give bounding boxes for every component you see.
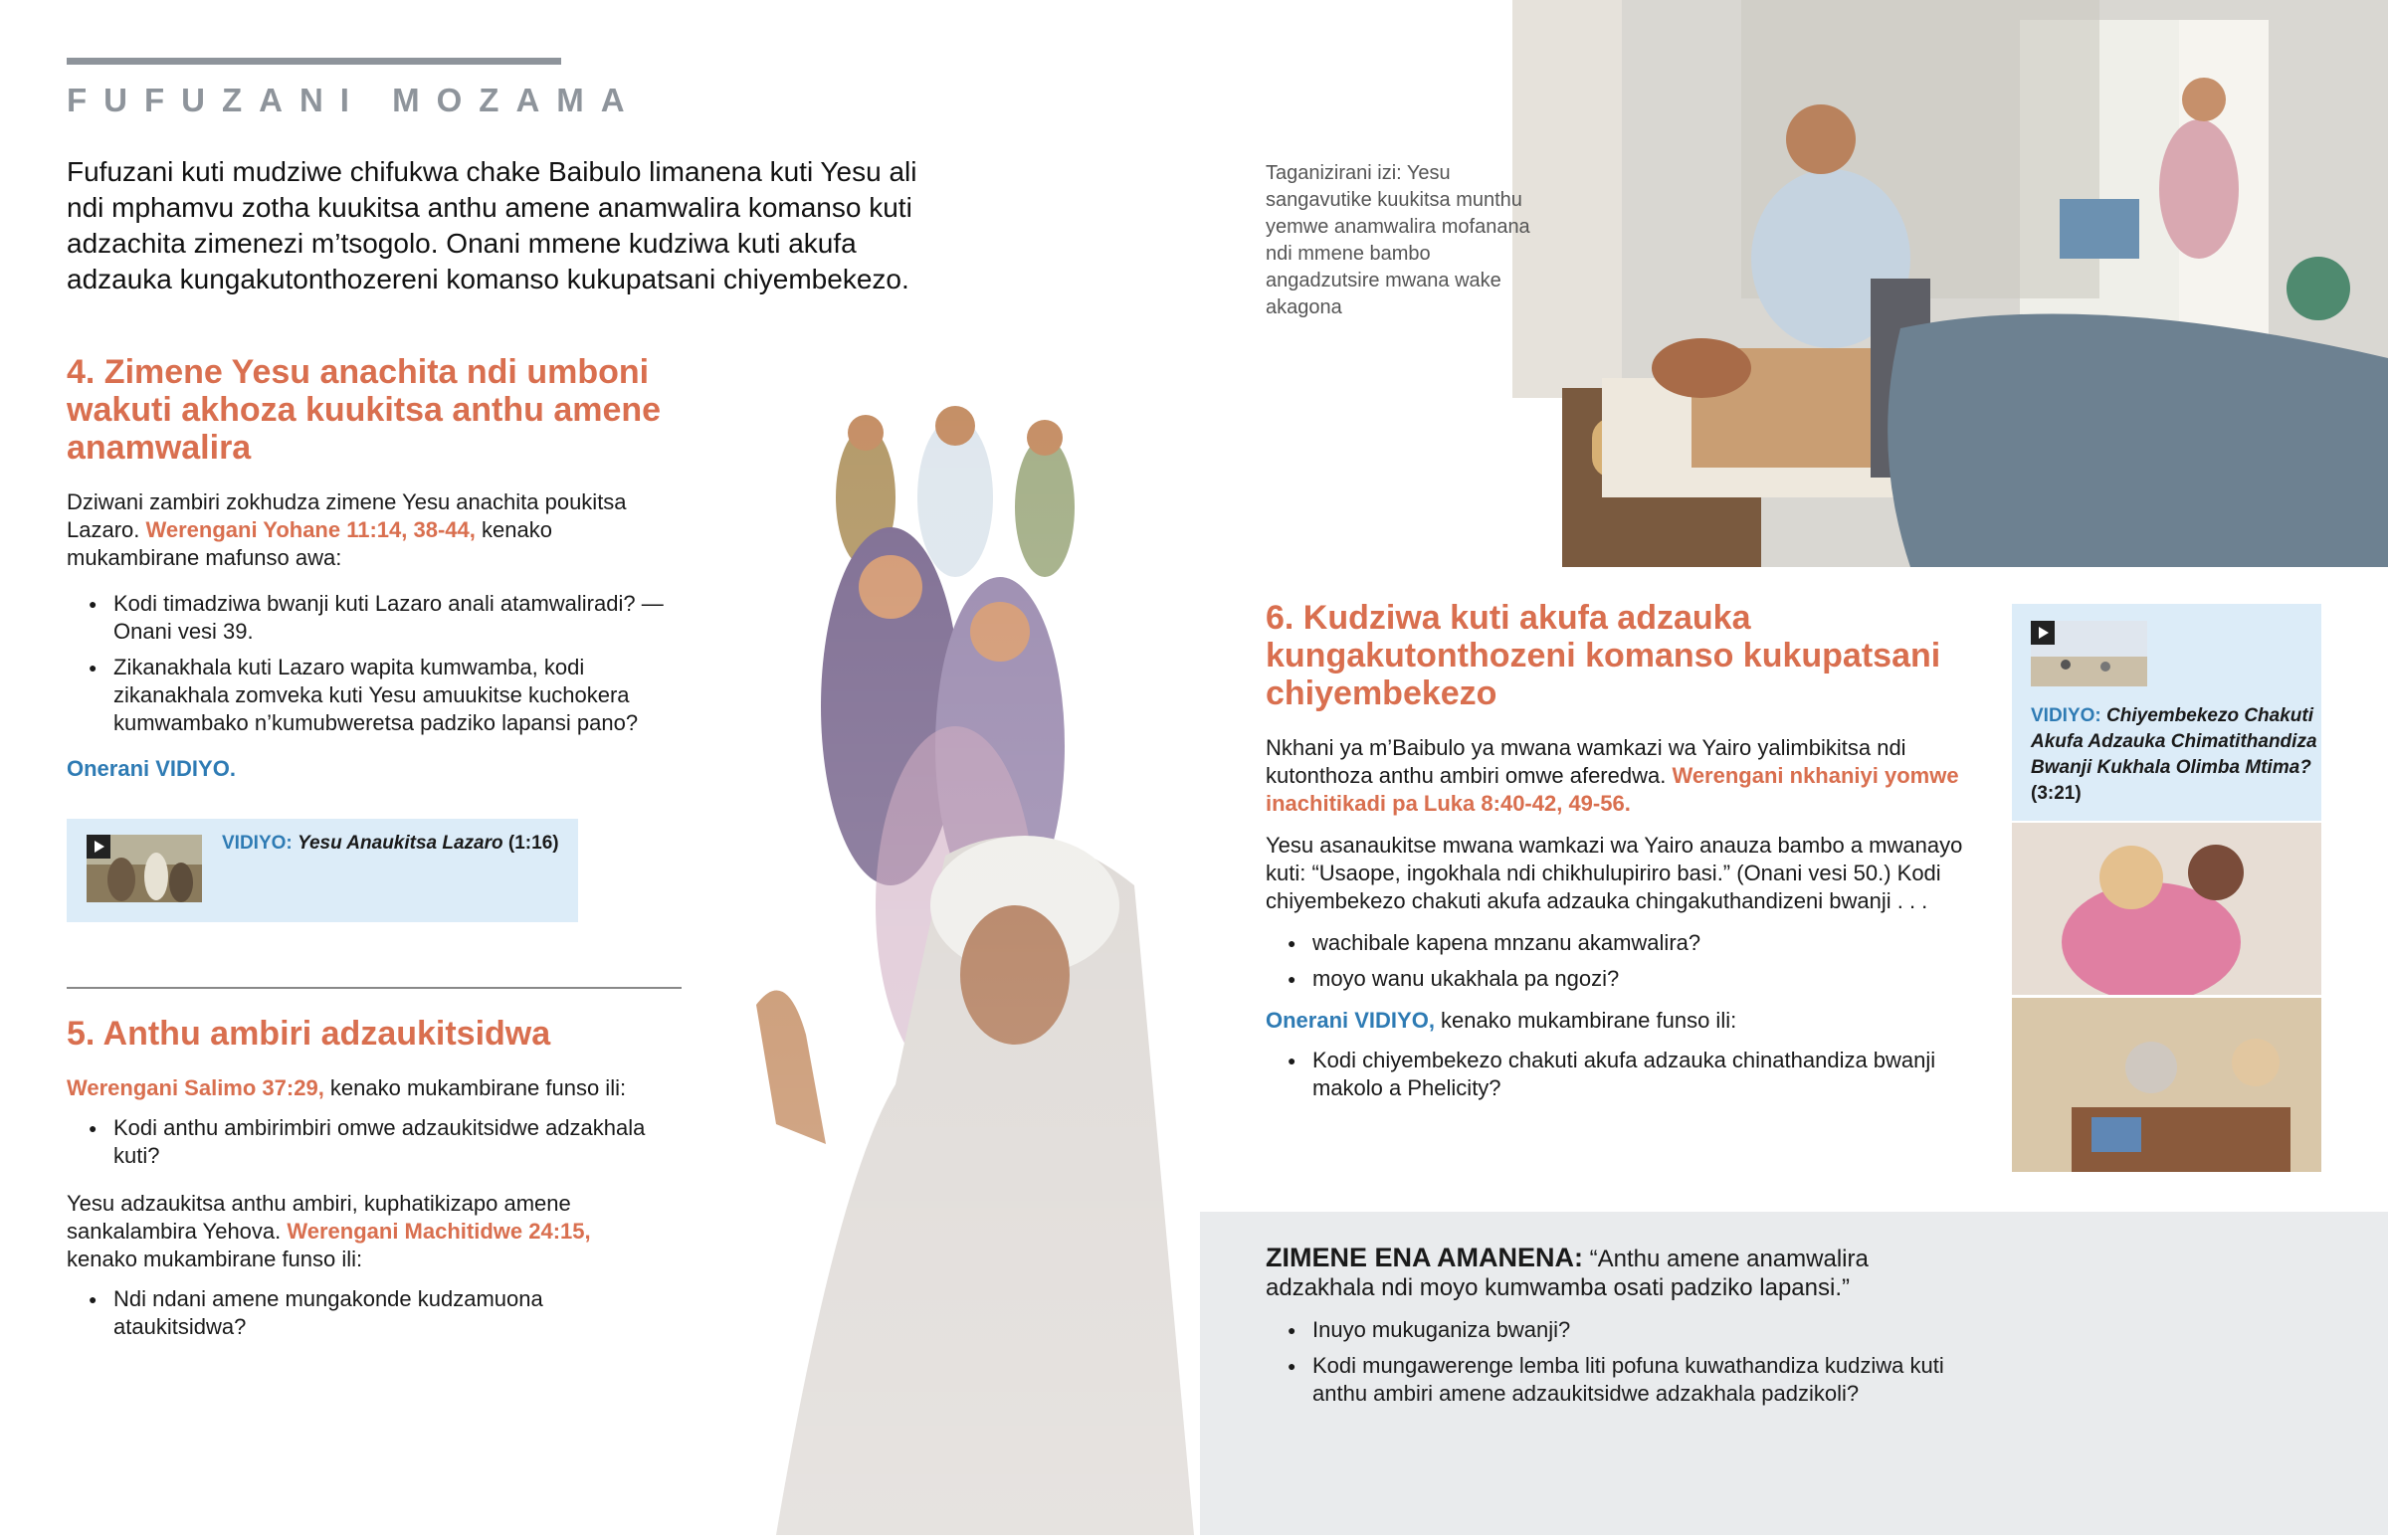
section-6-video-prompt: Onerani VIDIYO, kenako mukambirane funso ili: (1266, 1008, 1737, 1033)
video-prompt-link[interactable]: Onerani VIDIYO, (1266, 1008, 1435, 1033)
scripture-link-john[interactable]: Werengani Yohane 11:14, 38-44, (145, 517, 476, 542)
section-4-title: 4. Zimene Yesu anachita ndi umboni wakuti akhoza kuukitsa anthu amene anamwalira (67, 353, 662, 467)
section-6 (1266, 599, 1972, 1110)
list-item: ● moyo wanu ukakhala pa ngozi? (1266, 965, 1972, 993)
scripture-link-acts[interactable]: Werengani Machitidwe 24:15, (287, 1219, 591, 1244)
section-4-intro: Dziwani zambiri zokhudza zimene Yesu anachita poukitsa Lazaro. Werengani Yohane 11:14, 38-44, kenako mukambirane mafunso awa: (67, 489, 627, 570)
bedroom-illustration (1443, 0, 2388, 567)
photo-embrace (2012, 823, 2321, 995)
video-caption: VIDIYO: Chiyembekezo Chakuti Akufa Adzauka Chimatithandiza Bwanji Kukhala Olimba Mtima? (3:21) (2031, 705, 2317, 804)
section-5-question-2 (67, 1285, 584, 1341)
section-4 (67, 353, 703, 783)
scripture-link-psalm[interactable]: Werengani Salimo 37:29, (67, 1075, 324, 1100)
section-5-question-1 (67, 1114, 684, 1170)
scripture-link-luke[interactable]: Werengani nkhaniyi yomwe inachitikadi pa Luka 8:40-42, 49-56. (1266, 763, 1959, 816)
section-6-paragraph: Yesu asanaukitse mwana wamkazi wa Yairo anauza bambo a mwanayo kuti: “Usaope, ingokhala ndi chikhulupiriro basi.” (Onani vesi 50.) Kodi chiyembekezo chakuti akufa adzauka chingakuthandizeni bwanji . . . (1266, 833, 1963, 913)
section-5-intro: Werengani Salimo 37:29, kenako mukambirane funso ili: (67, 1075, 627, 1100)
section-kicker: FUFUZANI MOZAMA (67, 82, 642, 118)
summary-questions (1266, 1316, 1962, 1408)
kicker-rule (67, 58, 561, 65)
section-5 (67, 1015, 703, 1349)
image-caption: Taganizirani izi: Yesu sangavutike kuukitsa munthu yemwe anamwalira mofanana ndi mmene bambo angadzutsire mwana wake akagona (1266, 162, 1530, 318)
section-5-title: 5. Anthu ambiri adzaukitsidwa (67, 1015, 551, 1053)
list-item: ● Ndi ndani amene mungakonde kudzamuona ataukitsidwa? (67, 1285, 584, 1341)
video-thumbnail[interactable] (87, 835, 202, 902)
list-item: ● Kodi chiyembekezo chakuti akufa adzauka chinathandiza bwanji makolo a Phelicity? (1266, 1047, 1942, 1102)
video-thumbnail[interactable] (2031, 621, 2147, 686)
play-icon[interactable] (2031, 621, 2055, 645)
section-5-paragraph: Yesu adzaukitsa anthu ambiri, kuphatikizapo amene sankalambira Yehova. Werengani Machitidwe 24:15, kenako mukambirane funso ili: (67, 1191, 591, 1271)
play-icon[interactable] (87, 835, 110, 859)
intro-paragraph: Fufuzani kuti mudziwe chifukwa chake Baibulo limanena kuti Yesu ali ndi mphamvu zotha kuukitsa anthu amene anamwalira komanso kuti adzachita zimenezi m’tsogolo. Onani mmene kudziwa kuti akufa adzauka kungakutonthozereni komanso kukupatsani chiyembekezo. (67, 156, 917, 294)
list-item: ● Zikanakhala kuti Lazaro wapita kumwamba, kodi zikanakhala zomveka kuti Yesu amuukitse kuchokera kumwambako n’kumubweretsa padziko lapansi pano? (67, 654, 684, 737)
list-item: ● Inuyo mukuganiza bwanji? (1266, 1316, 1962, 1344)
divider (67, 987, 682, 989)
video-caption: VIDIYO: Yesu Anaukitsa Lazaro (1:16) (222, 833, 559, 854)
section-6-question-3 (1266, 1047, 1942, 1102)
summary-box (1200, 1212, 2388, 1535)
section-6-intro: Nkhani ya m’Baibulo ya mwana wamkazi wa Yairo yalimbikitsa ndi kutonthoza anthu ambiri omwe aferedwa. Werengani nkhaniyi yomwe inachitikadi pa Luka 8:40-42, 49-56. (1266, 735, 1959, 816)
list-item: ● Kodi timadziwa bwanji kuti Lazaro anali atamwaliradi? —Onani vesi 39. (67, 590, 684, 646)
video-card-lazarus[interactable] (67, 819, 578, 922)
lazarus-illustration (716, 388, 1194, 1535)
section-6-questions (1266, 929, 1972, 993)
video-card-hope[interactable] (2012, 604, 2321, 821)
photo-study (2012, 998, 2321, 1172)
list-item: ● Kodi mungawerenge lemba liti pofuna kuwathandiza kudziwa kuti anthu ambiri amene adzaukitsidwe adzakhala padzikoli? (1266, 1352, 1962, 1408)
summary-content (1266, 1244, 1962, 1416)
list-item: ● Kodi anthu ambirimbiri omwe adzaukitsidwe adzakhala kuti? (67, 1114, 684, 1170)
video-prompt-link[interactable]: Onerani VIDIYO. (67, 756, 236, 781)
section-6-title: 6. Kudziwa kuti akufa adzauka kungakutonthozeni komanso kukupatsani chiyembekezo (1266, 599, 1941, 712)
summary-quote: ZIMENE ENA AMANENA: “Anthu amene anamwalira adzakhala ndi moyo kumwamba osati padziko lapansi.” (1266, 1243, 1869, 1301)
section-4-questions (67, 590, 684, 737)
list-item: ● wachibale kapena mnzanu akamwalira? (1266, 929, 1972, 957)
